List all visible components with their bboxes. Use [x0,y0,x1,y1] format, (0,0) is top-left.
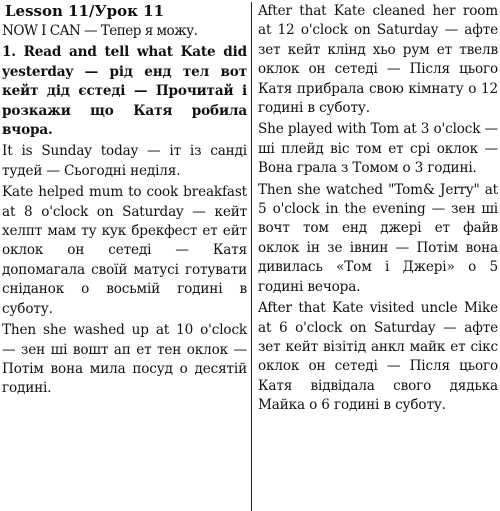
paragraph-washed-up: Then she washed up at 10 o'clock — зен ші вошт ап ет тен оклок — Потім вона мила посуд о десятій годині. [2,322,247,397]
paragraph-sunday: It is Sunday today — іт із санді тудей — Сьогодні неділя. [2,143,247,179]
right-column [252,2,498,511]
paragraph-visited-uncle: After that Kate visited uncle Mike at 6 o'clock on Saturday — афте зет кейт візітід анкл майк ет сікс оклок он сетеді — Після цього Катя відвідала свого дядька Майка о 6 годині в суботу. [258,300,498,414]
paragraph-played-tom: She played with Tom at 3 o'clock — ші плейд віс том ет срі оклок — Вона грала з Томом о 3 годині. [258,121,498,177]
left-column [2,2,252,511]
lesson-title: Lesson 11/Урок 11 [5,2,165,20]
paragraph-cleaned-room: After that Kate cleaned her room at 12 o'clock on Saturday — афте зет кейт клінд хьо рум ет твелв оклок он сетеді — Після цього Катя прибрала свою кімнату о 12 годині в суботу. [258,3,498,117]
exercise-instruction: 1. Read and tell what Kate did yesterday — рід енд тел вот кейт дід єстеді — Прочитай і розкажи що Катя робила вчора. [2,44,247,139]
paragraph-watched-cartoon: Then she watched "Tom& Jerry" at 5 o'clock in the evening — зен ші вочт том енд джері ет файв оклок ін зе івнин — Потім вона дивилась «Том і Джері» о 5 годині вечора. [258,181,498,295]
two-column-layout [2,2,498,511]
paragraph-breakfast: Kate helped mum to cook breakfast at 8 o'clock on Saturday — кейт хелпт мам ту кук брекфест ет ейт оклок он сетеді — Катя допомагала своїй матусі готувати сніданок о восьмій годині в суботу. [2,184,247,317]
section-heading: NOW I CAN — Тепер я можу. [2,23,198,39]
